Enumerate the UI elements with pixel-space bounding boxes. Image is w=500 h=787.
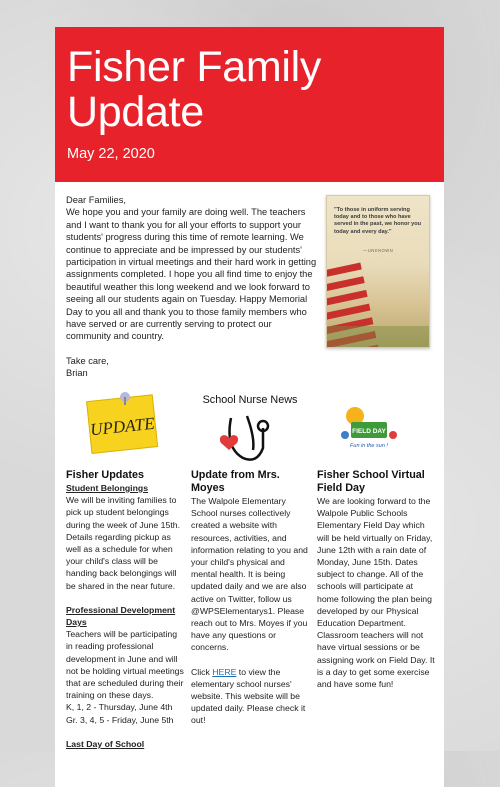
- update-note-text: UPDATE: [89, 413, 156, 440]
- memorial-day-flag-image: [326, 195, 430, 348]
- newsletter-title: Fisher Family Update: [67, 43, 322, 136]
- field-day-sign-text: FIELD DAY: [352, 428, 386, 435]
- field-day-text: We are looking forward to the Walpole Public Schools Elementary Field Day which will be held virtually on Friday, June 12th with a rain date of Monday, June 15th. Dates subject to change. All of the schools will participate at home following the plan being developed by our Physical Education Department. Classroom teachers will not have virtual sessions or be assigning work on Field Day. It is a day to get some exercise and have some fun!: [317, 496, 435, 690]
- fisher-updates-column: [66, 469, 184, 750]
- pd-heading: Professional Development Days: [66, 604, 176, 628]
- nurse-news-title: School Nurse News: [202, 394, 298, 406]
- flag-quote: "To those in uniform serving today and to those who have served in the past, we honor you today and every day.": [334, 207, 422, 235]
- update-sticky-note-image: [83, 388, 163, 458]
- field-day-column: [317, 469, 435, 690]
- intro-letter: [66, 194, 318, 380]
- belongings-heading: Student Belongings: [66, 483, 149, 493]
- school-nurse-news-image: [195, 392, 305, 472]
- click-prefix: Click: [191, 666, 213, 677]
- pd-date-2: Gr. 3, 4, 5 - Friday, June 5th: [66, 714, 174, 725]
- last-day-heading: Last Day of School: [66, 738, 145, 749]
- pd-date-1: K, 1, 2 - Thursday, June 4th: [66, 702, 173, 713]
- header-banner: [55, 27, 444, 182]
- field-day-image: [339, 402, 399, 452]
- nurse-website-link[interactable]: HERE: [212, 666, 237, 677]
- intro-signature: Brian: [66, 368, 88, 379]
- newsletter-date: May 22, 2020: [67, 146, 155, 162]
- newsletter-card: [55, 27, 444, 787]
- intro-closing: Take care,: [66, 355, 109, 366]
- fisher-updates-title: Fisher Updates: [66, 469, 144, 481]
- nurse-update-text: The Walpole Elementary School nurses collectively created a website with resources, activities, and information relating to you and your child's physical and mental health. It is being updated daily and we are also active on Twitter, follow us @WPSElementarys1. Please reach out to Mrs. Moyes if you have any questions or concerns.: [191, 496, 308, 653]
- intro-greeting: Dear Families,: [66, 195, 126, 205]
- nurse-website-paragraph: [191, 666, 309, 727]
- nurse-website-text: to view the elementary school nurses' website. This website will be updated daily. Please check it out!: [191, 666, 306, 726]
- belongings-text: We will be inviting families to pick up student belongings during the week of June 15th. Details regarding pickup as well as a schedule for when your child's class will be handing back belongings will be shared in the near future.: [66, 495, 180, 591]
- field-day-title: Fisher School Virtual Field Day: [317, 469, 425, 494]
- field-day-tagline: Fun in the sun !: [350, 443, 388, 449]
- pd-text: Teachers will be participating in reading professional development in June and will not be holding virtual meetings that are scheduled during their training on these days.: [66, 629, 184, 701]
- nurse-update-column: [191, 469, 309, 727]
- flag-attribution: —UNKNOWN: [363, 248, 394, 253]
- nurse-update-title: Update from Mrs. Moyes: [191, 469, 280, 494]
- intro-body: We hope you and your family are doing well. The teachers and I want to thank you for all your efforts to support your students' progress during this time of remote learning. We continue to appreciate and be impressed by our students' participation in virtual meetings and their hard work in getting assignments completed. I hope you all find time to enjoy the beautiful weather this long weekend and we look forward to seeing all our students again on Tuesday. Happy Memorial Day to you all and thank you to those family members who have served or are currently serving to protect our community and country.: [66, 207, 317, 342]
